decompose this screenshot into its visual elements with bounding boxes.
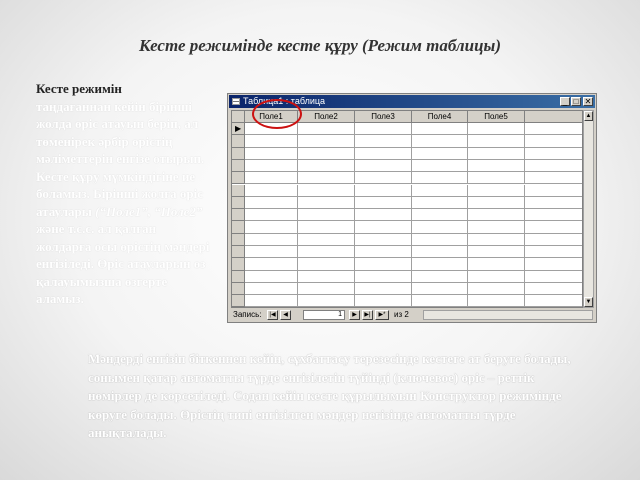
column-header-field3[interactable]: Поле3 [355, 111, 412, 123]
table-cell[interactable] [525, 148, 583, 160]
record-number-input[interactable]: 1 [303, 310, 345, 320]
table-cell[interactable] [355, 283, 412, 295]
table-cell[interactable] [468, 271, 525, 283]
table-cell[interactable] [298, 295, 355, 307]
table-cell[interactable] [355, 172, 412, 184]
record-navigation-bar [231, 309, 594, 321]
row-selector[interactable] [232, 246, 245, 258]
column-header-field4[interactable]: Поле4 [412, 111, 468, 123]
row-selector[interactable] [232, 185, 245, 197]
table-cell[interactable] [245, 148, 298, 160]
table-cell[interactable] [412, 160, 468, 172]
table-cell[interactable] [412, 258, 468, 270]
row-selector[interactable] [232, 135, 245, 147]
table-cell[interactable] [355, 234, 412, 246]
column-header-field2[interactable]: Поле2 [298, 111, 355, 123]
table-cell[interactable] [468, 172, 525, 184]
scroll-up-button[interactable]: ▲ [585, 113, 592, 119]
column-header-extra[interactable] [525, 111, 583, 123]
left-description-lead: Кесте режимін [36, 81, 122, 96]
table-cell[interactable] [525, 221, 583, 233]
table-cell[interactable] [298, 271, 355, 283]
current-record-marker: ▶ [235, 124, 242, 133]
row-selector[interactable] [232, 295, 245, 307]
row-selector[interactable] [232, 271, 245, 283]
table-cell[interactable] [298, 135, 355, 147]
row-selector[interactable] [232, 172, 245, 184]
table-cell[interactable] [525, 234, 583, 246]
row-selector[interactable] [232, 234, 245, 246]
row-selector[interactable] [232, 197, 245, 209]
record-label: Запись: [233, 310, 262, 319]
table-cell[interactable] [468, 123, 525, 135]
table-cell[interactable] [525, 172, 583, 184]
left-description-body-2: және т.с.с. ал қалған жолдарға осы өрістің мәндері енгізіледі. Өріс атауларын өз қалауымызша өзгерте аламыз. [36, 221, 210, 306]
table-cell[interactable] [412, 221, 468, 233]
first-record-button[interactable]: |◀ [267, 310, 278, 320]
record-count: из 2 [394, 310, 409, 319]
row-selector[interactable] [232, 123, 245, 135]
table-cell[interactable] [412, 135, 468, 147]
table-cell[interactable] [525, 246, 583, 258]
table-cell[interactable] [355, 258, 412, 270]
table-cell[interactable] [245, 258, 298, 270]
table-cell[interactable] [468, 197, 525, 209]
table-cell[interactable] [468, 185, 525, 197]
table-cell[interactable] [525, 197, 583, 209]
left-description-body-1: таңдағаннан кейін бірінші жолда өріс атауын беріп, ал төменірек әрбір өрістің мәліметтерін енгізе отырып. Кесте құру мүмкіндігіне ие боламыз. Бірінші жолға өріс атаулары [36, 98, 205, 219]
table-cell[interactable] [245, 160, 298, 172]
table-cell[interactable] [298, 258, 355, 270]
table-cell[interactable] [245, 172, 298, 184]
table-cell[interactable] [468, 246, 525, 258]
row-selector[interactable] [232, 160, 245, 172]
table-cell[interactable] [412, 185, 468, 197]
table-cell[interactable] [298, 234, 355, 246]
previous-record-button[interactable]: ◀ [280, 310, 291, 320]
table-cell[interactable] [412, 123, 468, 135]
column-header-field1[interactable]: Поле1 [245, 111, 298, 123]
row-selector[interactable] [232, 148, 245, 160]
table-cell[interactable] [525, 271, 583, 283]
table-cell[interactable] [412, 172, 468, 184]
table-cell[interactable] [412, 197, 468, 209]
table-cell[interactable] [468, 148, 525, 160]
minimize-button[interactable]: _ [560, 97, 570, 106]
table-cell[interactable] [355, 135, 412, 147]
select-all-corner[interactable] [232, 111, 245, 123]
maximize-button[interactable]: □ [571, 97, 581, 106]
table-cell[interactable] [245, 185, 298, 197]
table-cell[interactable] [355, 271, 412, 283]
table-cell[interactable] [525, 160, 583, 172]
left-description [36, 80, 214, 308]
slide-title: Кесте режимінде кесте құру (Режим таблицы) [139, 36, 501, 55]
table-cell[interactable] [468, 135, 525, 147]
last-record-button[interactable]: ▶| [362, 310, 373, 320]
table-cell[interactable] [468, 221, 525, 233]
table-cell[interactable] [245, 234, 298, 246]
table-cell[interactable] [355, 209, 412, 221]
table-cell[interactable] [355, 221, 412, 233]
table-cell[interactable] [245, 271, 298, 283]
row-selector[interactable] [232, 283, 245, 295]
table-cell[interactable] [468, 283, 525, 295]
column-header-field5[interactable]: Поле5 [468, 111, 525, 123]
table-cell[interactable] [412, 148, 468, 160]
table-cell[interactable] [245, 209, 298, 221]
row-selector[interactable] [232, 221, 245, 233]
left-description-field-names: (“Поле1”, “Поле2” [95, 203, 203, 219]
table-cell[interactable] [412, 295, 468, 307]
table-cell[interactable] [468, 209, 525, 221]
table-cell[interactable] [298, 185, 355, 197]
horizontal-scrollbar[interactable] [423, 310, 593, 320]
table-cell[interactable] [468, 295, 525, 307]
datasheet-grid [231, 110, 583, 308]
datasheet-icon [232, 98, 240, 105]
table-cell[interactable] [245, 197, 298, 209]
table-cell[interactable] [298, 246, 355, 258]
table-cell[interactable] [298, 123, 355, 135]
table-cell[interactable] [298, 221, 355, 233]
close-button[interactable]: ✕ [584, 97, 592, 106]
table-cell[interactable] [525, 295, 583, 307]
row-selector[interactable] [232, 258, 245, 270]
table-cell[interactable] [468, 234, 525, 246]
table-cell[interactable] [245, 135, 298, 147]
table-cell[interactable] [525, 123, 583, 135]
table-cell[interactable] [525, 185, 583, 197]
scroll-down-button[interactable]: ▼ [585, 299, 592, 305]
table-cell[interactable] [298, 172, 355, 184]
table-cell[interactable] [355, 246, 412, 258]
table-cell[interactable] [525, 258, 583, 270]
table-cell[interactable] [298, 197, 355, 209]
table-cell[interactable] [412, 283, 468, 295]
table-cell[interactable] [412, 246, 468, 258]
table-cell[interactable] [355, 123, 412, 135]
table-cell[interactable] [298, 209, 355, 221]
table-cell[interactable] [298, 283, 355, 295]
table-cell[interactable] [298, 148, 355, 160]
row-selector[interactable] [232, 209, 245, 221]
new-record-button[interactable]: ▶* [375, 310, 389, 320]
table-cell[interactable] [525, 283, 583, 295]
table-cell[interactable] [355, 197, 412, 209]
table-cell[interactable] [468, 160, 525, 172]
table-cell[interactable] [245, 295, 298, 307]
table-cell[interactable] [468, 258, 525, 270]
field1-highlight-circle [252, 99, 302, 129]
window-title: Таблица1 : таблица [243, 96, 326, 106]
table-cell[interactable] [355, 185, 412, 197]
table-cell[interactable] [355, 160, 412, 172]
table-cell[interactable] [525, 135, 583, 147]
table-cell[interactable] [412, 271, 468, 283]
table-cell[interactable] [412, 234, 468, 246]
vertical-scrollbar[interactable] [583, 110, 594, 308]
table-cell[interactable] [245, 221, 298, 233]
bottom-description: Мәндерді енгізіп біткеннен кейін, сұхбаттасу терезесінде кестеге ат беруге болады, сонымен қатар автоматты түрде енгізілетін түйінді (ключевое) өріс – реттік нөмірлер де көрсетіледі. Содан кейін кесте құрылымын Конструктор режимінде көруге болады. Өрістің типі енгізілген мәндер негізінде автоматты түрде анықталады. [88, 351, 571, 440]
table-cell[interactable] [355, 295, 412, 307]
table-cell[interactable] [245, 246, 298, 258]
table-cell[interactable] [298, 160, 355, 172]
next-record-button[interactable]: ▶ [349, 310, 360, 320]
table-cell[interactable] [355, 148, 412, 160]
table-cell[interactable] [525, 209, 583, 221]
table-cell[interactable] [245, 283, 298, 295]
table-cell[interactable] [412, 209, 468, 221]
